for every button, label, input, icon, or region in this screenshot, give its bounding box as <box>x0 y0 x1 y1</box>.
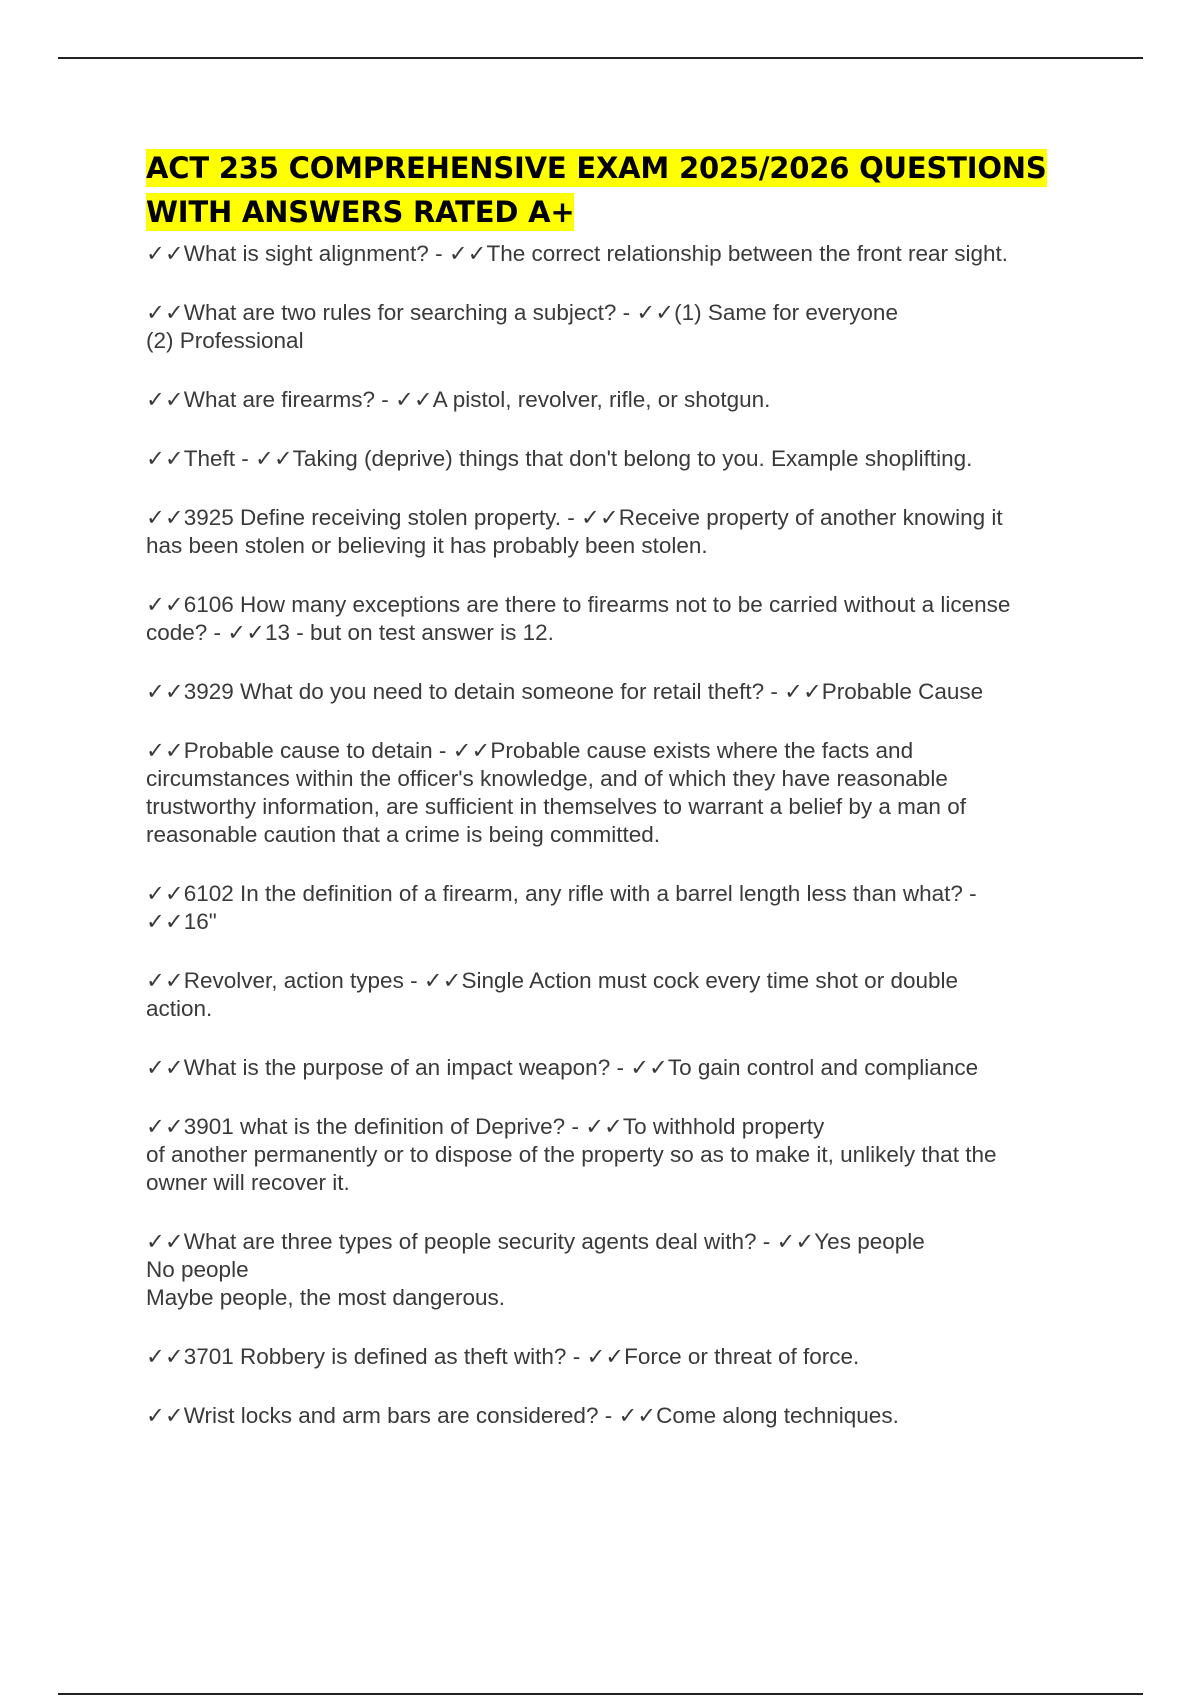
qa-item-4: ✓✓Theft - ✓✓Taking (deprive) things that don't belong to you. Example shoplifting. <box>146 446 973 471</box>
qa-item-15: ✓✓Wrist locks and arm bars are considered? - ✓✓Come along techniques. <box>146 1403 899 1428</box>
qa-item-9: ✓✓6102 In the definition of a firearm, any rifle with a barrel length less than what? - ✓✓16" <box>146 881 977 934</box>
qa-item-2: ✓✓What are two rules for searching a subject? - ✓✓(1) Same for everyone (2) Professional <box>146 300 898 353</box>
qa-item-12: ✓✓3901 what is the definition of Deprive? - ✓✓To withhold property of another permanently or to dispose of the property so as to make it, unlikely that the owner will recover it. <box>146 1114 997 1195</box>
qa-item-6: ✓✓6106 How many exceptions are there to firearms not to be carried without a license code? - ✓✓13 - but on test answer is 12. <box>146 592 1011 645</box>
title-line-1: ACT 235 COMPREHENSIVE EXAM 2025/2026 QUESTIONS <box>146 151 1047 185</box>
header-rule <box>58 57 1143 59</box>
qa-item-5: ✓✓3925 Define receiving stolen property. - ✓✓Receive property of another knowing it has been stolen or believing it has probably been stolen. <box>146 505 1003 558</box>
document-title <box>146 146 1106 234</box>
footer-rule <box>58 1693 1143 1695</box>
qa-item-10: ✓✓Revolver, action types - ✓✓Single Action must cock every time shot or double action. <box>146 968 959 1021</box>
qa-item-13: ✓✓What are three types of people security agents deal with? - ✓✓Yes people No people Maybe people, the most dangerous. <box>146 1229 925 1310</box>
qa-list <box>146 240 1106 1430</box>
qa-item-1: ✓✓What is sight alignment? - ✓✓The correct relationship between the front rear sight. <box>146 241 1009 266</box>
qa-item-11: ✓✓What is the purpose of an impact weapon? - ✓✓To gain control and compliance <box>146 1055 979 1080</box>
qa-item-8: ✓✓Probable cause to detain - ✓✓Probable cause exists where the facts and circumstances within the officer's knowledge, and of which they have reasonable trustworthy information, are sufficient in themselves to warrant a belief by a man of reasonable caution that a crime is being committed. <box>146 738 966 847</box>
qa-item-7: ✓✓3929 What do you need to detain someone for retail theft? - ✓✓Probable Cause <box>146 679 984 704</box>
title-line-2: WITH ANSWERS RATED A+ <box>146 195 575 229</box>
qa-item-3: ✓✓What are firearms? - ✓✓A pistol, revolver, rifle, or shotgun. <box>146 387 771 412</box>
qa-item-14: ✓✓3701 Robbery is defined as theft with? - ✓✓Force or threat of force. <box>146 1344 860 1369</box>
document-body <box>146 146 1106 1461</box>
